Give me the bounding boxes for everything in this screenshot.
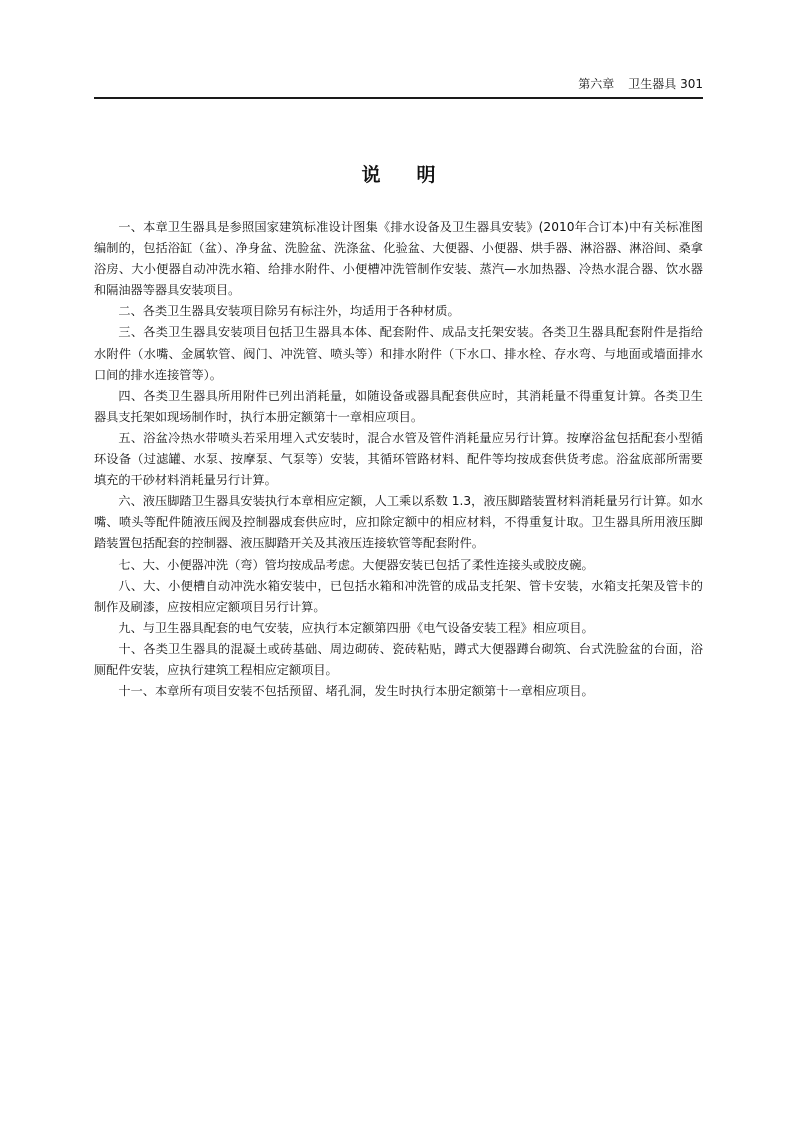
paragraph: 十一、本章所有项目安装不包括预留、堵孔洞，发生时执行本册定额第十一章相应项目。	[118, 684, 594, 699]
paragraph: 二、各类卫生器具安装项目除另有标注外，均适用于各种材质。	[118, 304, 460, 319]
paragraph: 十、各类卫生器具的混凝土或砖基础、周边砌砖、瓷砖粘贴，蹲式大便器蹲台砌筑、台式洗脸盆的台面，浴厕配件安装，应执行建筑工程相应定额项目。	[94, 641, 703, 677]
header-section-title: 卫生器具 301	[628, 77, 703, 91]
paragraph: 三、各类卫生器具安装项目包括卫生器具本体、配套附件、成品支托架安装。各类卫生器具配套附件是指给水附件（水嘴、金属软管、阀门、冲洗管、喷头等）和排水附件（下水口、排水栓、存水弯、与地面或墙面排水口间的排水连接管等）。	[94, 325, 703, 382]
body-text	[94, 217, 703, 702]
paragraph: 四、各类卫生器具所用附件已列出消耗量，如随设备或器具配套供应时，其消耗量不得重复计算。各类卫生器具支托架如现场制作时，执行本册定额第十一章相应项目。	[94, 388, 703, 424]
paragraph: 七、大、小便器冲洗（弯）管均按成品考虑。大便器安装已包括了柔性连接头或胶皮碗。	[118, 557, 594, 572]
page-title: 说明	[361, 164, 472, 186]
running-header	[94, 74, 703, 94]
paragraph: 一、本章卫生器具是参照国家建筑标准设计图集《排水设备及卫生器具安装》(2010年合订本)中有关标准图编制的，包括浴缸（盆）、净身盆、洗脸盆、洗涤盆、化验盆、大便器、小便器、烘手器、淋浴器、淋浴间、桑拿浴房、大小便器自动冲洗水箱、给排水附件、小便槽冲洗管制作安装、蒸汽—水加热器、冷热水混合器、饮水器和隔油器等器具安装项目。	[94, 220, 703, 298]
paragraph: 八、大、小便槽自动冲洗水箱安装中，已包括水箱和冲洗管的成品支托架、管卡安装，水箱支托架及管卡的制作及刷漆，应按相应定额项目另行计算。	[94, 578, 703, 614]
paragraph: 九、与卫生器具配套的电气安装，应执行本定额第四册《电气设备安装工程》相应项目。	[118, 620, 594, 635]
paragraph: 六、液压脚踏卫生器具安装执行本章相应定额，人工乘以系数 1.3，液压脚踏装置材料消耗量另行计算。如水嘴、喷头等配件随液压阀及控制器成套供应时，应扣除定额中的相应材料，不得重复计取。卫生器具所用液压脚踏装置包括配套的控制器、液压脚踏开关及其液压连接软管等配套附件。	[94, 494, 703, 551]
paragraph: 五、浴盆冷热水带喷头若采用埋入式安装时，混合水管及管件消耗量应另行计算。按摩浴盆包括配套小型循环设备（过滤罐、水泵、按摩泵、气泵等）安装，其循环管路材料、配件等均按成套供货考虑。浴盆底部所需要填充的干砂材料消耗量另行计算。	[94, 430, 703, 488]
header-chapter: 第六章	[578, 77, 615, 91]
header-rule	[94, 97, 703, 99]
